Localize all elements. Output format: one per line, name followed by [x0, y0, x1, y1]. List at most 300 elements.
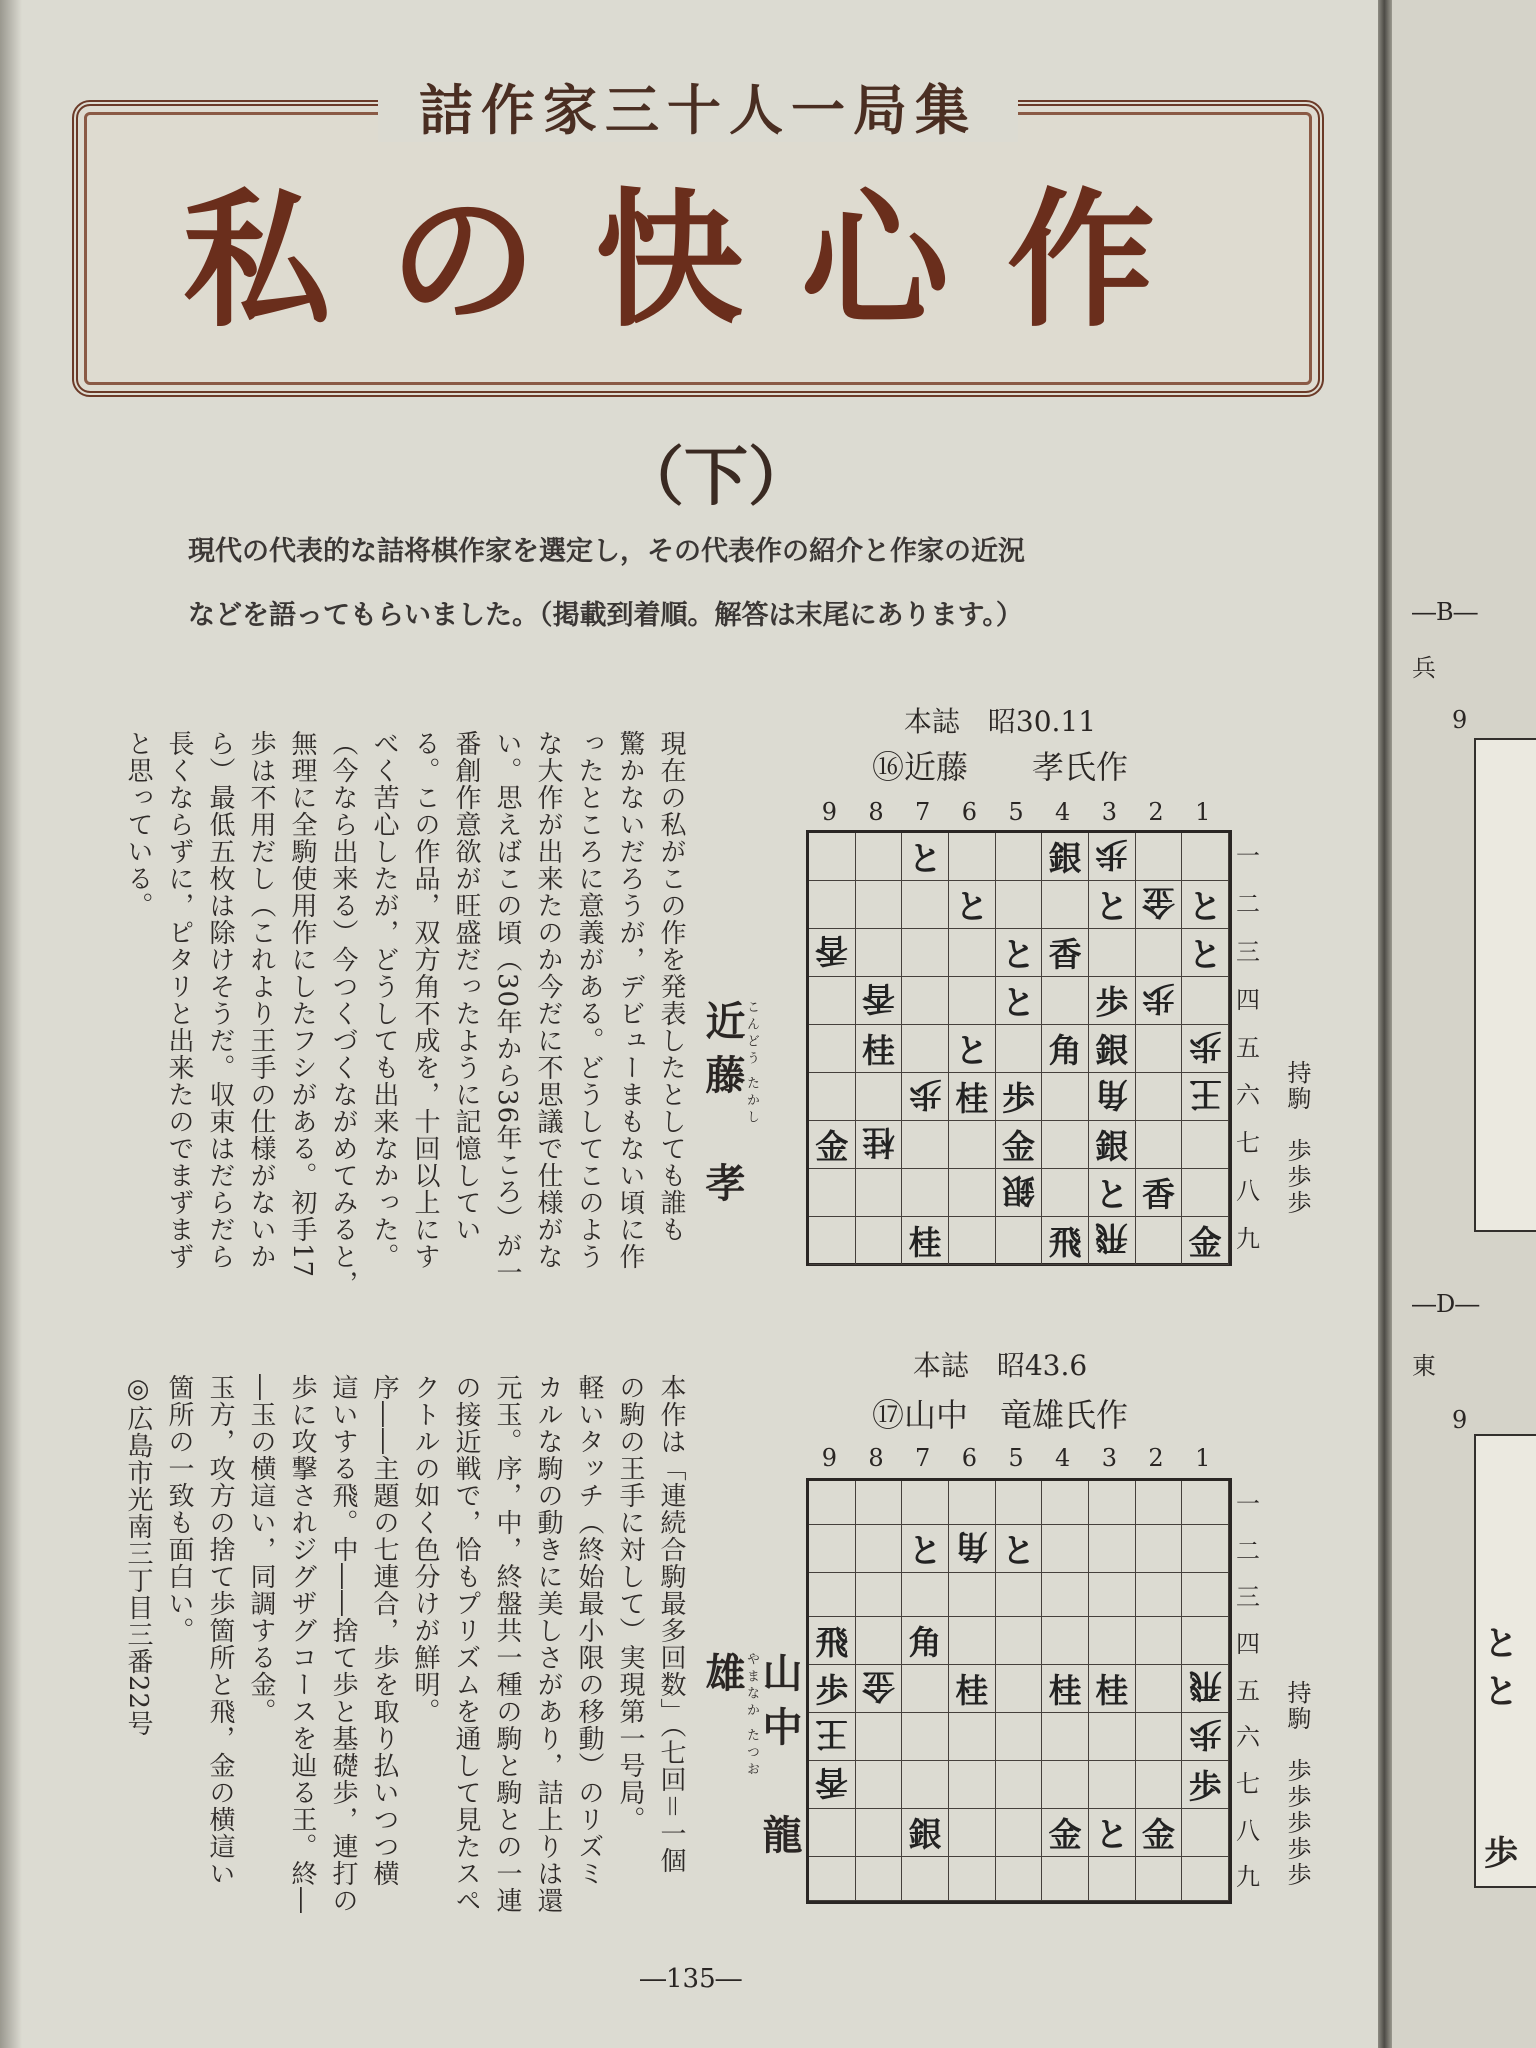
board-square — [1042, 1525, 1089, 1573]
board-square — [949, 1121, 996, 1169]
board-square — [1136, 1217, 1183, 1265]
essay-column: 歩に攻撃されジグザグコースを辿る王。終― — [287, 1374, 317, 1914]
board-square — [1182, 1169, 1229, 1217]
board-square — [809, 1169, 856, 1217]
board-square — [996, 1025, 1043, 1073]
board-square — [856, 1617, 903, 1665]
board-square — [1089, 1525, 1136, 1573]
board-square — [1136, 1617, 1183, 1665]
essay-column: 箇所の一致も面白い。 — [164, 1374, 194, 1644]
file-label: 8 — [868, 1444, 884, 1472]
board-square — [949, 1217, 996, 1265]
attacker-piece: と — [1001, 983, 1035, 1022]
attacker-piece: と — [1095, 1175, 1129, 1214]
board-square — [902, 1617, 949, 1665]
board-square — [949, 1025, 996, 1073]
file-label: 1 — [1195, 1444, 1211, 1472]
board-square — [1136, 977, 1183, 1025]
board-square — [856, 833, 903, 881]
problem-title: ⑯近藤 孝氏作 — [871, 748, 1128, 786]
board-square — [1136, 1169, 1183, 1217]
board-square — [902, 1713, 949, 1761]
opponent-piece: 角 — [1095, 1075, 1129, 1114]
essay-column: べく苦心したが，どうしても出来なかった。 — [369, 730, 399, 1270]
board-square — [996, 1217, 1043, 1265]
rank-label: 三 — [1236, 937, 1260, 966]
attacker-piece: 飛 — [815, 1623, 849, 1662]
board-square — [949, 1857, 996, 1901]
series-subtitle: 詰作家三十人一局集 — [378, 80, 1018, 142]
board-square — [1136, 929, 1183, 977]
board-square — [856, 1857, 903, 1901]
part-label: （下） — [620, 441, 812, 515]
essay-column: 元玉。序，中，終盤共一種の駒と駒との一連 — [492, 1374, 522, 1914]
essay-column: 軽いタッチ（終始最小限の移動）のリズミ — [574, 1374, 604, 1887]
opponent-piece: 歩 — [1188, 1027, 1222, 1066]
essay-column: 本作は「連続合駒最多回数」（七回＝一個 — [656, 1374, 686, 1875]
rank-label: 九 — [1236, 1224, 1260, 1253]
right-board-1 — [1474, 738, 1536, 1232]
board-square — [856, 1761, 903, 1809]
rank-label: 四 — [1236, 1629, 1260, 1658]
board-square — [949, 1665, 996, 1713]
attacker-piece: 金 — [1141, 1815, 1175, 1854]
file-label: 4 — [1055, 1444, 1071, 1472]
opponent-piece: 歩 — [1188, 1715, 1222, 1754]
board-square — [1089, 1169, 1136, 1217]
board-square — [1136, 1573, 1183, 1617]
attacker-piece: と — [1001, 1531, 1035, 1570]
board-square — [1042, 1809, 1089, 1857]
board-square — [996, 833, 1043, 881]
essay-column: 長くならずに，ピタリと出来たのでまずまず — [164, 730, 194, 1270]
board-square — [809, 1713, 856, 1761]
board-square — [996, 929, 1043, 977]
board-square — [809, 1761, 856, 1809]
board-square — [1136, 833, 1183, 881]
board-square — [1089, 833, 1136, 881]
board-square — [1136, 1121, 1183, 1169]
essay-column: ら）最低五枚は除けそうだ。収束はだらだら — [205, 730, 235, 1270]
board-square — [902, 1665, 949, 1713]
board-square — [949, 1713, 996, 1761]
page-edge-shadow — [0, 0, 22, 2048]
board-square — [809, 881, 856, 929]
board-square — [1182, 1217, 1229, 1265]
pieces-in-hand: 持駒 歩歩歩 — [1283, 1060, 1311, 1216]
intro-line: などを語ってもらいました。（掲載到着順。解答は末尾にあります。） — [188, 600, 1023, 631]
page-number: ―135― — [640, 1964, 742, 1994]
board-square — [809, 833, 856, 881]
file-label: 6 — [961, 1444, 977, 1472]
problem-source: 本誌 昭30.11 — [903, 705, 1097, 738]
attacker-piece: 桂 — [955, 1079, 989, 1118]
essay-column: ―玉の横這い，同調する金。 — [246, 1374, 276, 1725]
board-square — [902, 1121, 949, 1169]
board-square — [949, 1809, 996, 1857]
file-label: 4 — [1055, 798, 1071, 826]
board-square — [949, 1761, 996, 1809]
board-square — [902, 1073, 949, 1121]
opponent-piece: 歩 — [1141, 979, 1175, 1018]
opponent-piece: 銀 — [1001, 1171, 1035, 1210]
author-name-kondo: 近藤 孝 — [699, 1000, 746, 1216]
board-square — [902, 1169, 949, 1217]
file-label: 3 — [1101, 798, 1117, 826]
board-square — [856, 881, 903, 929]
board-square — [949, 1481, 996, 1525]
board-square — [1089, 1073, 1136, 1121]
rank-label: 九 — [1236, 1863, 1260, 1892]
essay-column: 驚かないだろうが，デビューまもない頃に作 — [615, 730, 645, 1270]
board-square — [996, 1121, 1043, 1169]
board-square — [996, 1665, 1043, 1713]
board-square — [809, 1665, 856, 1713]
board-square — [1182, 1073, 1229, 1121]
right-file-label-2: 9 — [1452, 1406, 1468, 1434]
board-square — [949, 1073, 996, 1121]
board-square — [1136, 1481, 1183, 1525]
problem-title: ⑰山中 竜雄氏作 — [871, 1396, 1128, 1434]
board-square — [856, 1217, 903, 1265]
attacker-piece: 銀 — [1095, 1031, 1129, 1070]
board-square — [856, 1121, 903, 1169]
board-square — [809, 1857, 856, 1901]
board-square — [1182, 1713, 1229, 1761]
board-square — [902, 1857, 949, 1901]
board-square — [1089, 977, 1136, 1025]
board-square — [1042, 833, 1089, 881]
rank-labels — [1236, 830, 1260, 1260]
board-square — [1182, 1617, 1229, 1665]
attacker-piece: 銀 — [1095, 1127, 1129, 1166]
opponent-piece: 飛 — [1188, 1667, 1222, 1706]
board-square — [1089, 1857, 1136, 1901]
board-square — [1042, 1573, 1089, 1617]
board-square — [902, 1025, 949, 1073]
board-square — [809, 929, 856, 977]
board-square — [809, 1073, 856, 1121]
attacker-piece: 歩 — [815, 1671, 849, 1710]
author-name-yamanaka: 山中 龍雄 — [699, 1652, 803, 1868]
rank-label: 五 — [1236, 1033, 1260, 1062]
attacker-piece: 桂 — [908, 1223, 942, 1262]
attacker-piece: と — [1188, 935, 1222, 974]
board-square — [902, 1809, 949, 1857]
board-square — [856, 1169, 903, 1217]
attacker-piece: 角 — [1048, 1031, 1082, 1070]
board-square — [949, 1573, 996, 1617]
rank-label: 一 — [1236, 842, 1260, 871]
board-square — [1182, 1481, 1229, 1525]
rank-label: 八 — [1236, 1176, 1260, 1205]
board-square — [996, 1809, 1043, 1857]
opponent-piece: 歩 — [1095, 835, 1129, 874]
attacker-piece: 銀 — [908, 1815, 942, 1854]
board-square — [1182, 881, 1229, 929]
file-label: 7 — [915, 1444, 931, 1472]
attacker-piece: と — [1095, 1815, 1129, 1854]
board-square — [1182, 977, 1229, 1025]
board-square — [1042, 1217, 1089, 1265]
board-square — [996, 1481, 1043, 1525]
board-square — [856, 1713, 903, 1761]
board-square — [949, 929, 996, 977]
file-label: 3 — [1101, 1444, 1117, 1472]
board-square — [856, 1525, 903, 1573]
right-heading-d: ―D― — [1412, 1290, 1480, 1318]
essay-column: 玉方，攻方の捨て歩箇所と飛，金の横這い — [205, 1374, 235, 1887]
board-square — [809, 1217, 856, 1265]
right-label-1: 兵 — [1412, 654, 1436, 682]
attacker-piece: 歩 — [1001, 1079, 1035, 1118]
author-reading-yamanaka: やまなか たつお — [744, 1652, 759, 1780]
right-piece-3: 歩 — [1484, 1834, 1518, 1874]
board-square — [809, 1573, 856, 1617]
board-square — [1089, 1481, 1136, 1525]
board-square — [1182, 833, 1229, 881]
board-square — [809, 977, 856, 1025]
attacker-piece: 金 — [1188, 1223, 1222, 1262]
file-label: 7 — [915, 798, 931, 826]
rank-label: 二 — [1236, 1536, 1260, 1565]
board-square — [996, 1857, 1043, 1901]
attacker-piece: と — [1095, 887, 1129, 926]
essay-column: な大作が出来たのか今だに不思議で仕様がな — [533, 730, 563, 1270]
board-square — [809, 1525, 856, 1573]
rank-label: 四 — [1236, 985, 1260, 1014]
essay-column: 無理に全駒使用作にしたフシがある。初手17 — [287, 730, 317, 1279]
board-square — [1182, 1665, 1229, 1713]
board-square — [902, 1525, 949, 1573]
right-piece-2: と — [1484, 1672, 1518, 1712]
board-square — [1042, 1481, 1089, 1525]
board-square — [1089, 1665, 1136, 1713]
board-square — [1136, 1761, 1183, 1809]
board-square — [856, 1481, 903, 1525]
board-square — [809, 1025, 856, 1073]
attacker-piece: 桂 — [861, 1031, 895, 1070]
board-square — [996, 1761, 1043, 1809]
board-square — [1042, 1073, 1089, 1121]
opponent-piece: 香 — [815, 931, 849, 970]
board-square — [1136, 1665, 1183, 1713]
file-label: 6 — [961, 798, 977, 826]
board-square — [1089, 1713, 1136, 1761]
opponent-piece: 歩 — [908, 1075, 942, 1114]
rank-label: 五 — [1236, 1676, 1260, 1705]
board-square — [996, 1573, 1043, 1617]
board-square — [1089, 1573, 1136, 1617]
opponent-piece: 香 — [861, 979, 895, 1018]
board-square — [1182, 1857, 1229, 1901]
board-square — [1136, 1525, 1183, 1573]
rank-label: 一 — [1236, 1489, 1260, 1518]
board-square — [1182, 929, 1229, 977]
board-square — [996, 1169, 1043, 1217]
attacker-piece: と — [1001, 935, 1035, 974]
essay-column: 現在の私がこの作を発表したとしても誰も — [656, 730, 686, 1243]
shogi-board — [806, 1478, 1232, 1904]
opponent-piece: 香 — [815, 1763, 849, 1802]
board-square — [1042, 1617, 1089, 1665]
board-square — [902, 929, 949, 977]
board-square — [949, 833, 996, 881]
board-square — [856, 1025, 903, 1073]
board-square — [1136, 1857, 1183, 1901]
attacker-piece: 銀 — [1048, 839, 1082, 878]
board-square — [856, 929, 903, 977]
right-file-label-1: 9 — [1452, 706, 1468, 734]
board-square — [1042, 881, 1089, 929]
right-label-2: 東 — [1412, 1352, 1436, 1380]
board-square — [902, 1573, 949, 1617]
problem-source: 本誌 昭43.6 — [912, 1349, 1088, 1382]
file-labels — [806, 1444, 1226, 1472]
attacker-piece: 桂 — [1095, 1671, 1129, 1710]
rank-label: 二 — [1236, 890, 1260, 919]
board-square — [809, 1809, 856, 1857]
rank-label: 六 — [1236, 1723, 1260, 1752]
shogi-board — [806, 830, 1232, 1266]
attacker-piece: 角 — [908, 1623, 942, 1662]
board-square — [1089, 1121, 1136, 1169]
board-square — [996, 1617, 1043, 1665]
board-square — [1182, 1525, 1229, 1573]
book-gutter — [1378, 0, 1392, 2048]
intro-text — [188, 520, 1238, 648]
board-square — [902, 977, 949, 1025]
attacker-piece: と — [955, 1031, 989, 1070]
title-banner — [72, 79, 1324, 397]
board-square — [1089, 1025, 1136, 1073]
board-square — [809, 1617, 856, 1665]
opponent-piece: 桂 — [861, 1123, 895, 1162]
file-label: 5 — [1008, 1444, 1024, 1472]
board-square — [1182, 1573, 1229, 1617]
board-square — [902, 1761, 949, 1809]
intro-line: 現代の代表的な詰将棋作家を選定し，その代表作の紹介と作家の近況 — [188, 536, 1025, 567]
board-square — [949, 1525, 996, 1573]
board-square — [1136, 1809, 1183, 1857]
page-title: 私の快心作 — [183, 175, 1213, 347]
board-square — [1136, 1025, 1183, 1073]
board-square — [1042, 1665, 1089, 1713]
board-square — [1182, 1809, 1229, 1857]
board-square — [1182, 1761, 1229, 1809]
essay-column: る。この作品，双方角不成を，十回以上にす — [410, 730, 440, 1270]
file-label: 2 — [1148, 1444, 1164, 1472]
attacker-piece: 桂 — [1048, 1671, 1082, 1710]
rank-labels — [1236, 1478, 1260, 1898]
board-square — [856, 1573, 903, 1617]
essay-column: ったところに意義がある。どうしてこのよう — [574, 730, 604, 1270]
file-label: 9 — [821, 798, 837, 826]
board-square — [949, 881, 996, 929]
rank-label: 七 — [1236, 1129, 1260, 1158]
board-square — [1089, 1761, 1136, 1809]
right-piece-1: と — [1484, 1624, 1518, 1664]
essay-column: 這いする飛。中――捨て歩と基礎歩，連打の — [328, 1374, 358, 1914]
board-square — [809, 1121, 856, 1169]
board-square — [902, 1217, 949, 1265]
board-square — [1136, 1073, 1183, 1121]
attacker-piece: 桂 — [955, 1671, 989, 1710]
attacker-piece: 香 — [1141, 1175, 1175, 1214]
essay-column: い。思えばこの頃（30年から36年ころ）が一 — [492, 730, 522, 1287]
attacker-piece: 歩 — [1188, 1767, 1222, 1806]
board-square — [996, 1525, 1043, 1573]
board-square — [1042, 1169, 1089, 1217]
author-reading-kondo: こんどう たかし — [744, 1000, 759, 1128]
file-label: 1 — [1195, 798, 1211, 826]
opponent-piece: 飛 — [1095, 1219, 1129, 1258]
board-square — [1089, 1617, 1136, 1665]
board-square — [902, 833, 949, 881]
board-square — [1042, 1121, 1089, 1169]
board-square — [949, 1169, 996, 1217]
board-square — [809, 1481, 856, 1525]
board-square — [1042, 929, 1089, 977]
essay-column: カルな駒の動きに美しさがあり，詰上りは還 — [533, 1374, 563, 1914]
opponent-piece: 王 — [1188, 1075, 1222, 1114]
attacker-piece: 金 — [1048, 1815, 1082, 1854]
file-label: 9 — [821, 1444, 837, 1472]
board-square — [1182, 1025, 1229, 1073]
essay-column: の接近戦で，恰もプリズムを通して見たスペ — [451, 1374, 481, 1914]
board-square — [856, 1073, 903, 1121]
board-square — [1089, 1217, 1136, 1265]
essay-column: （今なら出来る）今つくづくながめてみると， — [328, 730, 358, 1297]
attacker-piece: 香 — [1048, 935, 1082, 974]
rank-label: 八 — [1236, 1816, 1260, 1845]
opponent-piece: 金 — [861, 1667, 895, 1706]
board-square — [856, 1809, 903, 1857]
board-square — [902, 1481, 949, 1525]
board-square — [1136, 1713, 1183, 1761]
attacker-piece: 飛 — [1048, 1223, 1082, 1262]
essay-column: クトルの如く色分けが鮮明。 — [410, 1374, 440, 1725]
attacker-piece: 歩 — [1095, 983, 1129, 1022]
rank-label: 三 — [1236, 1583, 1260, 1612]
board-square — [856, 977, 903, 1025]
file-label: 8 — [868, 798, 884, 826]
board-square — [996, 977, 1043, 1025]
rank-label: 七 — [1236, 1769, 1260, 1798]
attacker-piece: と — [955, 887, 989, 926]
opponent-piece: 金 — [1141, 883, 1175, 922]
facing-page — [1392, 0, 1536, 2048]
board-square — [1042, 1857, 1089, 1901]
essay-column: と思っている。 — [123, 730, 153, 919]
opponent-piece: 王 — [815, 1715, 849, 1754]
essay-column: 序――主題の七連合，歩を取り払いつつ横 — [369, 1374, 399, 1887]
board-square — [856, 1665, 903, 1713]
rank-label: 六 — [1236, 1081, 1260, 1110]
board-square — [1089, 929, 1136, 977]
attacker-piece: と — [908, 839, 942, 878]
opponent-piece: 角 — [955, 1527, 989, 1566]
file-labels — [806, 798, 1226, 826]
file-label: 2 — [1148, 798, 1164, 826]
attacker-piece: と — [908, 1531, 942, 1570]
board-square — [1042, 1713, 1089, 1761]
board-square — [996, 1073, 1043, 1121]
board-square — [1089, 1809, 1136, 1857]
pieces-in-hand: 持駒 歩歩歩歩歩 — [1283, 1680, 1311, 1888]
attacker-piece: 金 — [815, 1127, 849, 1166]
board-square — [1042, 1025, 1089, 1073]
